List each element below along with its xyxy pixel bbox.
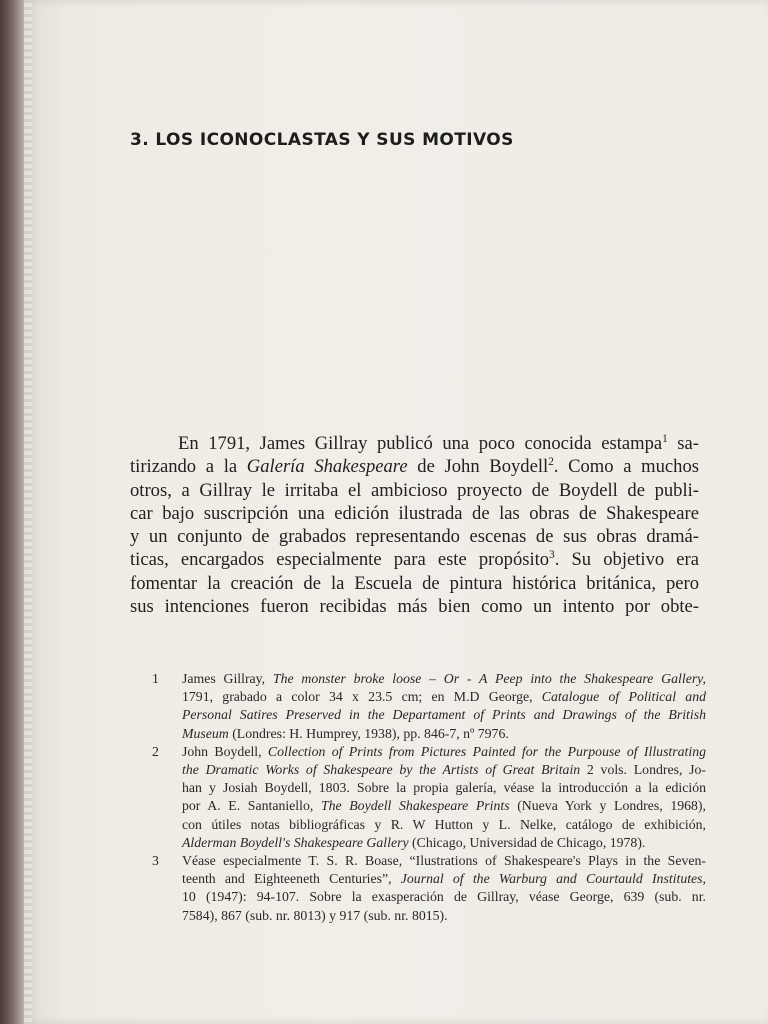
footnote-segment: teenth and Eighteeneth Centuries”, bbox=[182, 871, 401, 887]
cited-title: The Boydell Shakespeare Prints bbox=[320, 798, 510, 814]
footnote-line bbox=[182, 797, 706, 815]
footnote-line bbox=[182, 761, 706, 779]
footnote-line bbox=[182, 706, 706, 724]
chapter-title: 3. LOS ICONOCLASTAS Y SUS MOTIVOS bbox=[130, 130, 514, 150]
body-line: ticas, encargados especialmente para este propósito$^3$. Su objetivo era bbox=[130, 549, 699, 571]
footnote-line bbox=[182, 816, 706, 834]
footnote-segment: 7584), 867 (sub. nr. 8013) y 917 (sub. nr. 8015). bbox=[182, 907, 448, 923]
body-line: En 1791, James Gillray publicó una poco conocida estampa$^1$ sa- bbox=[178, 432, 699, 454]
cited-title: Alderman Boydell's Shakespeare Gallery bbox=[182, 834, 409, 850]
cited-title: Personal Satires Preserved in the Departament of Prints and Drawings of the British bbox=[182, 707, 706, 723]
footnote-segment: 10 (1947): 94-107. Sobre la exasperación de Gillray, véase George, 639 (sub. nr. bbox=[182, 889, 706, 905]
footnote-1 bbox=[130, 670, 706, 743]
footnote-ref: 1 bbox=[662, 432, 668, 445]
footnote-text bbox=[182, 852, 706, 925]
cited-title: Journal of the Warburg and Courtauld Institutes, bbox=[400, 871, 706, 887]
footnote-segment: 1791, grabado a color 34 x 23.5 cm; en M.D George, bbox=[182, 689, 542, 705]
footnote-line bbox=[182, 834, 706, 852]
footnote-line bbox=[182, 725, 706, 743]
book-page bbox=[24, 0, 768, 1024]
cited-title: Museum bbox=[182, 725, 229, 741]
body-line: sus intenciones fueron recibidas más bien como un intento por obte- bbox=[130, 596, 699, 618]
footnote-segment: James Gillray, bbox=[182, 671, 273, 686]
footnote-segment: (Londres: H. Humprey, 1938), pp. 846-7, nº 7976. bbox=[228, 725, 509, 741]
footnote-segment: Véase especialmente T. S. R. Boase, “Ilustrations of Shakespeare's Plays in the Seven- bbox=[182, 853, 706, 869]
cited-title: Catalogue of Political and bbox=[541, 689, 706, 705]
work-title: Galería Shakespeare bbox=[246, 456, 408, 478]
body-line: fomentar la creación de la Escuela de pintura histórica británica, pero bbox=[130, 572, 699, 594]
footnote-line bbox=[182, 852, 706, 870]
footnote-number: 2 bbox=[152, 743, 159, 759]
footnote-segment: John Boydell, bbox=[182, 743, 268, 759]
cited-title: Collection of Prints from Pictures Painted for the Purpouse of Illustrating bbox=[267, 743, 707, 759]
body-line: y un conjunto de grabados representando escenas de sus obras dramá- bbox=[130, 526, 699, 548]
footnote-text bbox=[182, 743, 706, 852]
footnote-line bbox=[182, 779, 706, 797]
body-line: car bajo suscripción una edición ilustrada de las obras de Shakespeare bbox=[130, 502, 699, 524]
footnote-text bbox=[182, 670, 706, 743]
footnote-segment: con útiles notas bibliográficas y R. W Hutton y L. Nelke, catálogo de exhibición, bbox=[182, 816, 706, 832]
footnote-line bbox=[182, 907, 706, 925]
footnote-segment: han y Josiah Boydell, 1803. Sobre la propia galería, véase la introducción a la edición bbox=[182, 780, 706, 796]
footnote-ref: 2 bbox=[548, 456, 554, 469]
footnote-segment: por A. E. Santaniello, bbox=[182, 798, 321, 814]
footnote-line bbox=[182, 888, 706, 906]
cited-title: The monster broke loose – Or - A Peep into the Shakespeare Gallery, bbox=[272, 671, 706, 686]
footnote-number: 1 bbox=[152, 671, 159, 686]
footnote-ref: 3 bbox=[549, 549, 555, 562]
cited-title: the Dramatic Works of Shakespeare by the Artists of Great Britain bbox=[182, 762, 581, 778]
body-line: otros, a Gillray le irritaba el ambicioso proyecto de Boydell de publi- bbox=[130, 479, 699, 501]
footnote-line bbox=[182, 688, 706, 706]
footnote-segment: (Chicago, Universidad de Chicago, 1978). bbox=[408, 834, 646, 850]
footnote-2 bbox=[130, 743, 706, 852]
footnote-segment: 2 vols. Londres, Jo- bbox=[580, 762, 706, 778]
footnote-3 bbox=[130, 852, 706, 925]
footnote-line bbox=[182, 670, 706, 688]
footnote-number: 3 bbox=[152, 853, 159, 869]
footnotes-section bbox=[130, 670, 706, 925]
body-line: tirizando a la Galería Shakespeare de John Boydell$^2$. Como a muchos bbox=[130, 456, 699, 478]
body-paragraph bbox=[130, 432, 699, 618]
footnote-line bbox=[182, 743, 706, 761]
footnote-line bbox=[182, 870, 706, 888]
footnote-segment: (Nueva York y Londres, 1968), bbox=[509, 798, 706, 814]
